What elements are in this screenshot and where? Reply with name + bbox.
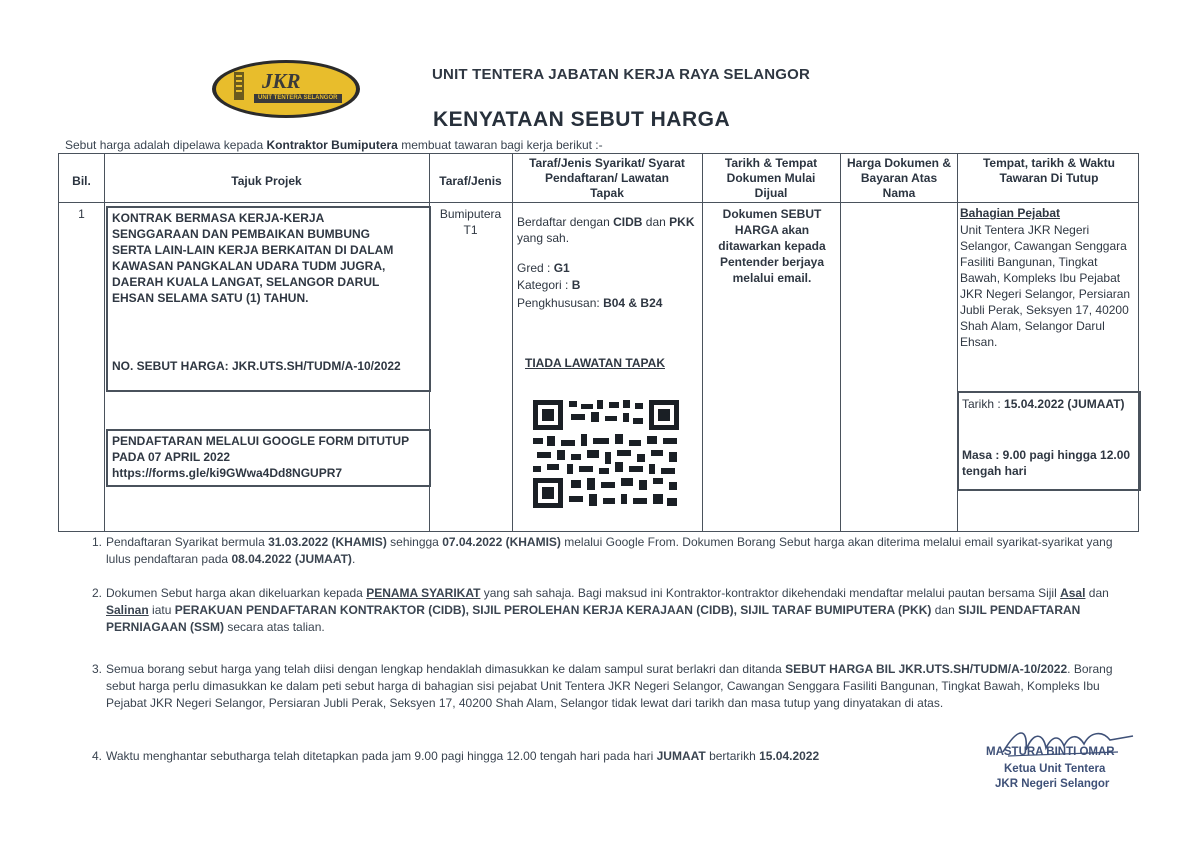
signatory-role: Ketua Unit Tentera — [1004, 763, 1106, 775]
syarat-suffix: yang sah. — [517, 231, 570, 245]
note-4-text-b: bertarikh — [705, 749, 760, 763]
note-1-text-c: melalui Google From. Dokumen Borang Sebut harga akan diterima melalui email syarikat-syarikat yang lulus pendaftaran pada — [106, 535, 1113, 566]
note-3-bold-a: SEBUT HARGA BIL JKR.UTS.SH/TUDM/A-10/2022 — [785, 662, 1068, 676]
taraf-line2: T1 — [463, 223, 478, 237]
taraf-line1: Bumiputera — [439, 207, 502, 221]
quotation-table — [58, 153, 1139, 532]
note-4-number: 4. — [92, 749, 103, 763]
note-3-text-a: Semua borang sebut harga yang telah diisi dengan lengkap hendaklah dimasukkan ke dalam sampul surat berlakri dan ditanda — [106, 662, 786, 676]
note-2-bold-a: PERAKUAN PENDAFTARAN KONTRAKTOR (CIDB), SIJIL PEROLEHAN KERJA KERAJAAN (CIDB), SIJIL TARAF BUMIPUTERA (PKK) — [174, 603, 932, 617]
gred-value: G1 — [553, 261, 570, 275]
quote-number: NO. SEBUT HARGA: JKR.UTS.SH/TUDM/A-10/2022 — [112, 359, 401, 373]
syarat-pkk: PKK — [669, 215, 695, 229]
registration-box — [106, 429, 431, 487]
registration-link[interactable]: https://forms.gle/ki9GWwa4Dd8NGUPR7 — [112, 466, 343, 480]
dokumen-dijual-text: Dokumen SEBUT HARGA akan ditawarkan kepada Pentender berjaya melalui email. — [718, 207, 826, 285]
project-title: KONTRAK BERMASA KERJA-KERJA SENGGARAAN DAN PEMBAIKAN BUMBUNG SERTA LAIN-LAIN KERJA BERKAITAN DI DALAM KAWASAN PANGKALAN UDARA TUDM JUGRA, DAERAH KUALA LANGAT, SELANGOR DARUL EHSAN SELAMA SATU (1) TAHUN. — [112, 211, 394, 305]
header-tempat-tutup: Tempat, tarikh & Waktu Tawaran Di Tutup — [982, 156, 1116, 185]
note-1-bold-b: 07.04.2022 (KHAMIS) — [442, 535, 561, 549]
note-2-bold-underline-a: PENAMA SYARIKAT — [366, 586, 481, 600]
header-harga-dokumen: Harga Dokumen & Bayaran Atas Nama — [846, 156, 952, 200]
note-1-number: 1. — [92, 535, 103, 549]
note-2-text-b: yang sah sahaja. Bagi maksud ini Kontraktor-kontraktor dikehendaki mendaftar melalui pautan bersama Sijil — [480, 586, 1061, 600]
syarat-text — [517, 214, 699, 246]
intro-text — [65, 138, 603, 152]
intro-suffix: membuat tawaran bagi kerja berikut :- — [401, 138, 603, 152]
header-taraf-jenis: Taraf/Jenis — [439, 174, 502, 188]
note-4-bold-a: JUMAAT — [656, 749, 706, 763]
kategori-label: Kategori : — [517, 278, 569, 292]
note-3-text-b: . Borang sebut harga perlu dimasukkan ke dalam peti sebut harga di bahagian sisi pejabat Unit Tentera JKR Negeri Selangor, Cawangan Senggara Fasiliti Bangunan, Tingkat Bawah, Kompleks Ibu Pejabat JKR Negeri Selangor, Persiaran Jubli Perak, Seksyen 17, 40200 Shah Alam, Selangor tidak lewat dari tarikh dan masa tutup yang dinyatakan di atas. — [106, 662, 1113, 710]
lawatan-tapak: TIADA LAWATAN TAPAK — [525, 356, 665, 370]
logo-text: JKR — [262, 69, 301, 93]
logo-subtext: UNIT TENTERA SELANGOR — [258, 95, 338, 101]
gred-line — [517, 260, 570, 276]
note-2-bold-underline-c: Salinan — [106, 603, 149, 617]
pengkhususan-label: Pengkhususan: — [517, 296, 600, 310]
tarikh-value: 15.04.2022 (JUMAAT) — [1004, 397, 1125, 411]
syarat-cidb: CIDB — [613, 215, 643, 229]
qr-code-icon[interactable] — [531, 398, 681, 510]
taraf-jenis-value — [429, 206, 512, 238]
note-2-number: 2. — [92, 586, 103, 600]
tarikh-label: Tarikh : — [962, 397, 1001, 411]
header-tajuk-projek: Tajuk Projek — [231, 174, 302, 188]
kategori-line — [517, 277, 580, 293]
header-syarat: Taraf/Jenis Syarikat/ Syarat Pendaftaran/ Lawatan Tapak — [529, 156, 685, 200]
tempat-heading: Bahagian Pejabat — [960, 206, 1061, 220]
note-4-bold-b: 15.04.2022 — [759, 749, 820, 763]
note-1-text-a: Pendaftaran Syarikat bermula — [106, 535, 269, 549]
document-title: KENYATAAN SEBUT HARGA — [433, 108, 731, 131]
kategori-value: B — [571, 278, 581, 292]
jkr-logo — [210, 58, 362, 120]
registration-title: PENDAFTARAN MELALUI GOOGLE FORM DITUTUP PADA 07 APRIL 2022 — [112, 434, 409, 464]
tarikh-line — [962, 396, 1132, 412]
pengkhususan-value: B04 & B24 — [603, 296, 663, 310]
intro-prefix: Sebut harga adalah dipelawa kepada — [65, 138, 264, 152]
row-bil: 1 — [78, 207, 85, 221]
note-2-text-c: dan — [1085, 586, 1109, 600]
org-title: UNIT TENTERA JABATAN KERJA RAYA SELANGOR — [432, 66, 811, 83]
syarat-prefix: Berdaftar dengan — [517, 215, 610, 229]
masa-value: Masa : 9.00 pagi hingga 12.00 tengah hari — [962, 448, 1131, 478]
note-3-number: 3. — [92, 662, 103, 676]
gred-label: Gred : — [517, 261, 551, 275]
closing-date-box — [957, 391, 1141, 491]
syarat-dan: dan — [645, 215, 666, 229]
pengkhususan-line — [517, 295, 662, 311]
note-2-bold-b: SIJIL PENDAFTARAN PERNIAGAAN (SSM) — [106, 603, 1081, 634]
note-2-text-f: secara atas talian. — [224, 620, 325, 634]
note-2-text-a: Dokumen Sebut harga akan dikeluarkan kepada — [106, 586, 367, 600]
note-2-bold-underline-b: Asal — [1060, 586, 1086, 600]
tempat-address: Unit Tentera JKR Negeri Selangor, Cawangan Senggara Fasiliti Bangunan, Tingkat Bawah, Kompleks Ibu Pejabat JKR Negeri Selangor, Persiaran Jubli Perak, Seksyen 17, 40200 Shah Alam, Selangor Darul Ehsan. — [960, 223, 1131, 349]
signatory-org: JKR Negeri Selangor — [995, 778, 1110, 790]
note-2-text-e: dan — [931, 603, 959, 617]
note-1-text-b: sehingga — [386, 535, 443, 549]
project-title-box — [106, 206, 431, 392]
note-4-text-a: Waktu menghantar sebutharga telah ditetapkan pada jam 9.00 pagi hingga 12.00 tengah hari pada hari — [106, 749, 657, 763]
note-1-bold-a: 31.03.2022 (KHAMIS) — [268, 535, 387, 549]
signature-block — [958, 722, 1148, 802]
header-tarikh-dokumen: Tarikh & Tempat Dokumen Mulai Dijual — [724, 156, 818, 200]
intro-bold: Kontraktor Bumiputera — [266, 138, 398, 152]
note-1-bold-c: 08.04.2022 (JUMAAT) — [231, 552, 352, 566]
note-2-text-d: iatu — [148, 603, 175, 617]
header-bil: Bil. — [72, 174, 91, 188]
signatory-name: MASTURA BINTI OMAR — [986, 746, 1115, 758]
note-1-text-d: . — [351, 552, 356, 566]
